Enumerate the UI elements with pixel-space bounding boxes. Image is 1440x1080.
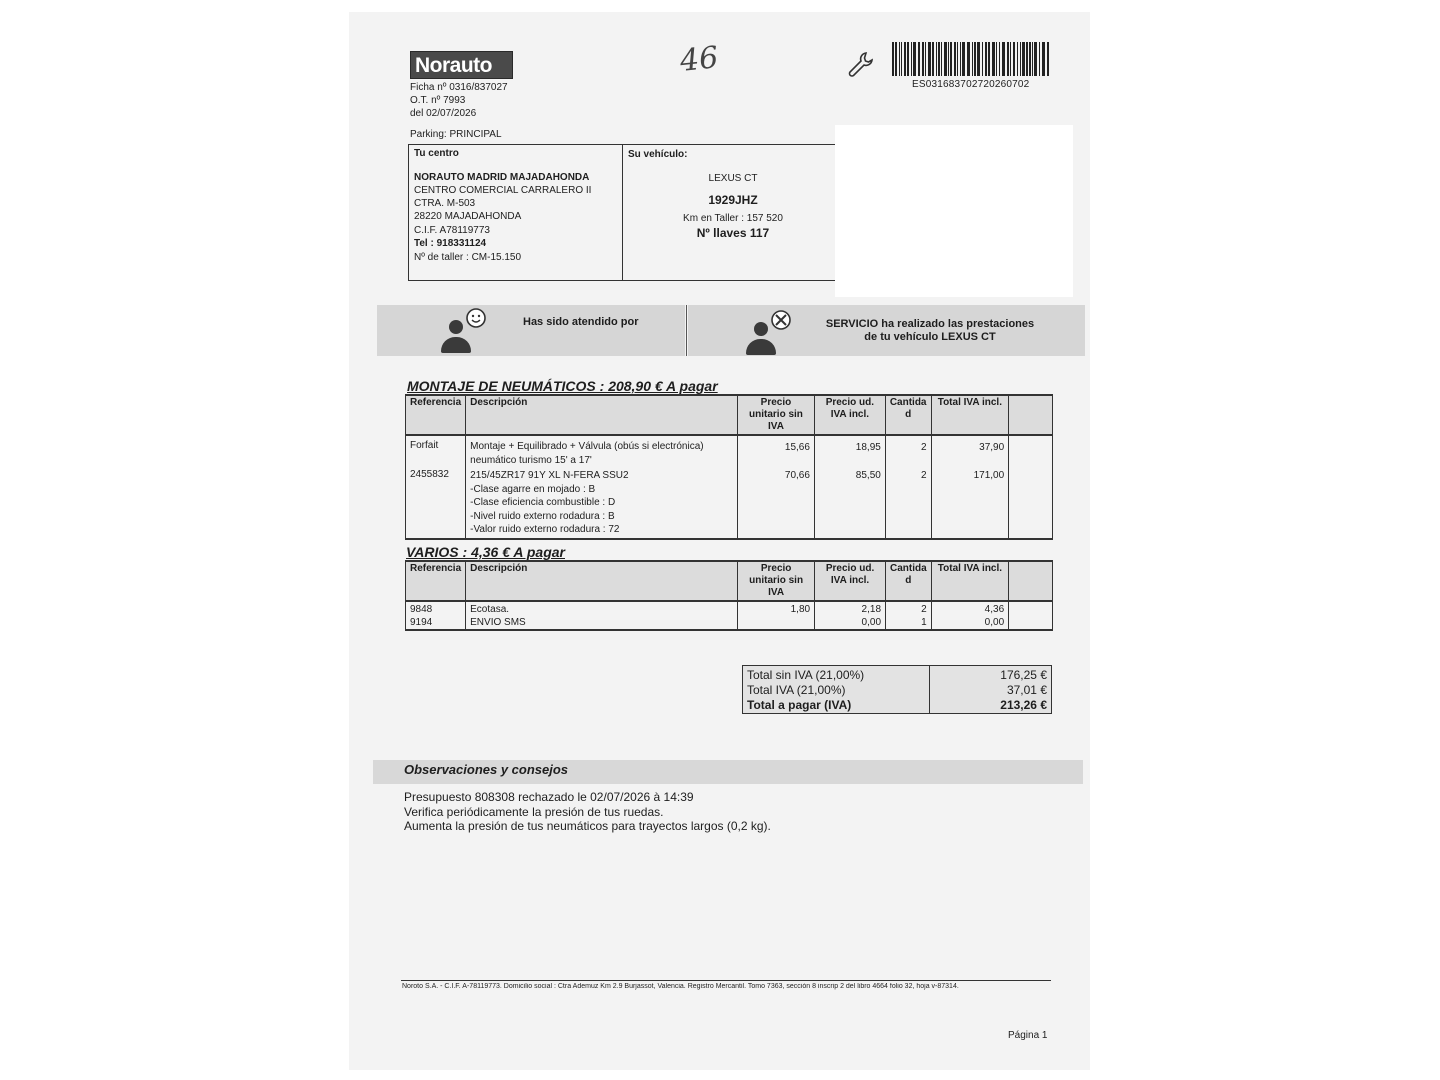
row-unit	[738, 616, 815, 630]
row-ref: 9848	[406, 601, 466, 616]
table-row	[406, 435, 1053, 468]
row-qty: 2	[886, 601, 932, 616]
col-total: Total IVA incl.	[931, 395, 1009, 435]
row-desc: Ecotasa.	[466, 601, 738, 616]
vehiculo-km: Km en Taller : 157 520	[683, 213, 783, 224]
centro-address-1: CENTRO COMERCIAL CARRALERO II	[414, 185, 592, 196]
totals-labels	[743, 666, 930, 713]
row-desc	[466, 468, 738, 539]
row-empty	[1009, 468, 1053, 539]
observacion-line: Verifica periódicamente la presión de tus ruedas.	[404, 804, 664, 819]
row-total: 0,00	[931, 616, 1008, 630]
col-precio-iva: Precio ud. IVA incl.	[815, 561, 886, 601]
band-divider	[686, 305, 687, 356]
total-iva-label: Total IVA (21,00%)	[747, 683, 846, 697]
handwritten-note: 46	[678, 40, 720, 79]
observaciones-title: Observaciones y consejos	[404, 762, 569, 777]
montaje-table	[405, 394, 1053, 540]
smiley-person-icon	[465, 307, 487, 329]
total-iva-value: 37,01 €	[1006, 683, 1047, 697]
observacion-line: Presupuesto 808308 rechazado le 02/07/2026 à 14:39	[404, 790, 694, 804]
varios-header-row	[406, 561, 1053, 601]
service-text	[795, 318, 1065, 344]
row-unit: 15,66	[738, 435, 815, 468]
service-text-line2: de tu vehículo LEXUS CT	[864, 331, 996, 343]
centro-tel: Tel : 918331124	[414, 238, 487, 249]
centro-title: Tu centro	[414, 148, 459, 159]
table-row	[406, 601, 1053, 616]
box-divider	[622, 144, 623, 281]
col-cantidad: Cantida d	[886, 561, 932, 601]
total-sin-iva-value: 176,25 €	[1000, 668, 1047, 682]
barcode	[892, 42, 1052, 78]
footer-rule	[401, 980, 1051, 981]
vehiculo-model: LEXUS CT	[708, 173, 758, 184]
row-total: 171,00	[931, 468, 1009, 539]
observaciones-text	[404, 790, 771, 834]
col-empty	[1009, 561, 1053, 601]
row-empty	[1009, 616, 1053, 630]
total-pagar-value: 213,26 €	[1000, 698, 1047, 712]
row-desc: ENVIO SMS	[466, 616, 738, 630]
col-total: Total IVA incl.	[931, 561, 1008, 601]
montaje-header-row	[406, 395, 1053, 435]
row-unit-iva: 0,00	[815, 616, 886, 630]
vehiculo-plate: 1929JHZ	[708, 193, 758, 207]
row-unit-iva: 18,95	[814, 435, 885, 468]
col-referencia: Referencia	[406, 561, 466, 601]
row-empty	[1009, 435, 1053, 468]
desc-line: neumático turismo 15' a 17'	[470, 454, 592, 466]
service-person-head-icon	[754, 322, 768, 336]
desc-line: 215/45ZR17 91Y XL N-FERA SSU2	[470, 470, 629, 481]
ot-number: O.T. nº 7993	[410, 95, 466, 106]
desc-line: -Nivel ruido externo rodadura : B	[470, 510, 615, 522]
row-desc	[466, 435, 738, 468]
col-precio-unitario: Precio unitario sin IVA	[738, 561, 815, 601]
service-text-line1: SERVICIO ha realizado las prestaciones	[825, 318, 1035, 330]
totals-values	[930, 666, 1051, 713]
col-descripcion: Descripción	[466, 395, 738, 435]
row-total: 37,90	[931, 435, 1009, 468]
row-unit: 70,66	[738, 468, 815, 539]
invoice-date: del 02/07/2026	[410, 108, 477, 119]
centro-address-2: CTRA. M-503	[414, 198, 476, 209]
parking: Parking: PRINCIPAL	[410, 129, 502, 140]
row-ref: 9194	[406, 616, 466, 630]
row-empty	[1009, 601, 1053, 616]
redacted-area	[835, 125, 1073, 297]
centro-address-3: 28220 MAJADAHONDA	[414, 211, 522, 222]
row-unit: 1,80	[738, 601, 815, 616]
wrench-icon	[846, 50, 874, 78]
col-referencia: Referencia	[406, 395, 466, 435]
row-ref: Forfait	[406, 435, 466, 468]
row-unit-iva: 85,50	[814, 468, 885, 539]
footer-legal: Noroto S.A. - C.I.F. A-78119773. Domicilio social : Ctra Ademuz Km 2.9 Burjassot, Valencia. Registro Mercantil. Tomo 7363, sección 8 inscrip 2 del libro 4664 folio 32, hoja v-87314.	[402, 983, 959, 990]
observacion-line: Aumenta la presión de tus neumáticos para trayectos largos (0,2 kg).	[404, 819, 771, 833]
page-number: Página 1	[1008, 1030, 1048, 1041]
centro-taller: Nº de taller : CM-15.150	[414, 252, 522, 263]
row-ref: 2455832	[406, 468, 466, 539]
col-cantidad: Cantida d	[885, 395, 931, 435]
desc-line: Montaje + Equilibrado + Válvula (obús si electrónica)	[470, 441, 704, 452]
col-empty	[1009, 395, 1053, 435]
vehiculo-llaves: Nº llaves 117	[696, 226, 770, 240]
varios-title: VARIOS : 4,36 € A pagar	[406, 544, 565, 560]
col-precio-unitario: Precio unitario sin IVA	[738, 395, 815, 435]
centro-cif: C.I.F. A78119773	[414, 225, 490, 236]
col-descripcion: Descripción	[466, 561, 738, 601]
desc-line: -Valor ruido externo rodadura : 72	[470, 524, 620, 535]
totals-box	[742, 665, 1052, 714]
centro-name: NORAUTO MADRID MAJADAHONDA	[414, 172, 590, 183]
desc-line: -Clase eficiencia combustible : D	[470, 497, 616, 508]
service-person-icon	[770, 309, 792, 331]
barcode-number: ES0316837027202607​02	[912, 79, 1030, 90]
logo-text: Norauto	[415, 54, 492, 77]
total-pagar-label: Total a pagar (IVA)	[747, 698, 852, 712]
row-qty: 1	[886, 616, 932, 630]
attended-band	[377, 305, 685, 356]
desc-line: -Clase agarre en mojado : B	[470, 483, 596, 495]
ficha-number: Ficha nº 0316/837027	[410, 82, 508, 93]
table-row	[406, 468, 1053, 539]
table-row	[406, 616, 1053, 630]
row-total: 4,36	[931, 601, 1008, 616]
row-qty: 2	[885, 435, 931, 468]
row-unit-iva: 2,18	[815, 601, 886, 616]
person-head-icon	[449, 320, 463, 334]
norauto-logo	[410, 51, 513, 79]
row-qty: 2	[885, 468, 931, 539]
montaje-title: MONTAJE DE NEUMÁTICOS : 208,90 € A pagar	[407, 378, 718, 394]
col-precio-iva: Precio ud. IVA incl.	[814, 395, 885, 435]
vehiculo-title: Su vehículo:	[628, 149, 688, 160]
varios-table	[405, 560, 1053, 631]
total-sin-iva-label: Total sin IVA (21,00%)	[747, 668, 865, 682]
attended-text: Has sido atendido por	[523, 316, 639, 328]
